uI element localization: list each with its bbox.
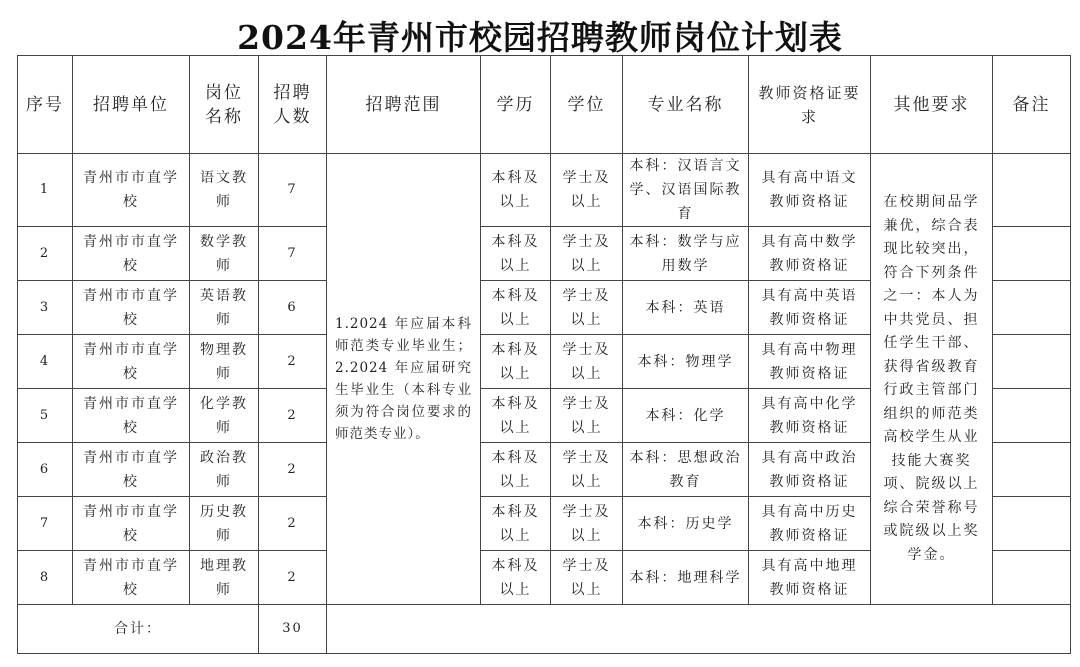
other-requirements: 在校期间品学兼优，综合表现比较突出，符合下列条件之一：本人为中共党员、担任学生干部、获得省级教育行政主管部门组织的师范类高校学生从业技能大赛奖项、院级以上综合荣誉称号或院级以上奖学金。 [871, 154, 993, 605]
recruiting-unit: 青州市市直学校 [73, 227, 190, 281]
header-row [18, 56, 1071, 154]
recruit-count: 2 [259, 497, 327, 551]
recruiting-unit: 青州市市直学校 [73, 389, 190, 443]
header-cell: 招聘范围 [327, 56, 481, 154]
major-name: 本科：历史学 [623, 497, 749, 551]
remarks [993, 227, 1071, 281]
recruitment-table [17, 55, 1071, 654]
row-number: 1 [18, 154, 73, 227]
recruiting-unit: 青州市市直学校 [73, 154, 190, 227]
major-name: 本科：数学与应用数学 [623, 227, 749, 281]
degree: 学士及以上 [551, 389, 623, 443]
education: 本科及以上 [481, 551, 551, 605]
education: 本科及以上 [481, 281, 551, 335]
remarks [993, 443, 1071, 497]
header-cell: 备注 [993, 56, 1071, 154]
post-name: 政治教师 [190, 443, 259, 497]
post-name: 地理教师 [190, 551, 259, 605]
row-number: 3 [18, 281, 73, 335]
header-cell: 岗位名称 [190, 56, 259, 154]
major-name: 本科：物理学 [623, 335, 749, 389]
post-name: 化学教师 [190, 389, 259, 443]
education: 本科及以上 [481, 335, 551, 389]
recruitment-scope: 1.2024 年应届本科师范类专业毕业生；2.2024 年应届研究生毕业生（本科专业须为符合岗位要求的师范类专业）。 [327, 154, 481, 605]
teacher-certificate: 具有高中地理教师资格证 [749, 551, 871, 605]
degree: 学士及以上 [551, 227, 623, 281]
recruiting-unit: 青州市市直学校 [73, 335, 190, 389]
remarks [993, 335, 1071, 389]
total-count: 30 [259, 605, 327, 654]
recruit-count: 2 [259, 335, 327, 389]
header-cell: 其他要求 [871, 56, 993, 154]
education: 本科及以上 [481, 227, 551, 281]
major-name: 本科：思想政治教育 [623, 443, 749, 497]
total-label: 合计： [18, 605, 259, 654]
row-number: 2 [18, 227, 73, 281]
degree: 学士及以上 [551, 335, 623, 389]
teacher-certificate: 具有高中物理教师资格证 [749, 335, 871, 389]
header-cell: 学历 [481, 56, 551, 154]
recruiting-unit: 青州市市直学校 [73, 551, 190, 605]
recruiting-unit: 青州市市直学校 [73, 497, 190, 551]
row-number: 7 [18, 497, 73, 551]
teacher-certificate: 具有高中政治教师资格证 [749, 443, 871, 497]
row-number: 8 [18, 551, 73, 605]
education: 本科及以上 [481, 443, 551, 497]
recruiting-unit: 青州市市直学校 [73, 443, 190, 497]
remarks [993, 389, 1071, 443]
header-cell: 招聘单位 [73, 56, 190, 154]
header-cell: 专业名称 [623, 56, 749, 154]
education: 本科及以上 [481, 497, 551, 551]
teacher-certificate: 具有高中语文教师资格证 [749, 154, 871, 227]
degree: 学士及以上 [551, 154, 623, 227]
recruit-count: 2 [259, 389, 327, 443]
degree: 学士及以上 [551, 551, 623, 605]
major-name: 本科：地理科学 [623, 551, 749, 605]
remarks [993, 551, 1071, 605]
education: 本科及以上 [481, 154, 551, 227]
degree: 学士及以上 [551, 497, 623, 551]
table-row [18, 154, 1071, 227]
major-name: 本科：汉语言文学、汉语国际教育 [623, 154, 749, 227]
post-name: 历史教师 [190, 497, 259, 551]
degree: 学士及以上 [551, 281, 623, 335]
major-name: 本科：化学 [623, 389, 749, 443]
remarks [993, 497, 1071, 551]
row-number: 4 [18, 335, 73, 389]
remarks [993, 281, 1071, 335]
header-cell: 学位 [551, 56, 623, 154]
recruit-count: 7 [259, 227, 327, 281]
recruit-count: 6 [259, 281, 327, 335]
education: 本科及以上 [481, 389, 551, 443]
recruiting-unit: 青州市市直学校 [73, 281, 190, 335]
degree: 学士及以上 [551, 443, 623, 497]
major-name: 本科：英语 [623, 281, 749, 335]
teacher-certificate: 具有高中英语教师资格证 [749, 281, 871, 335]
header-cell: 招聘人数 [259, 56, 327, 154]
row-number: 5 [18, 389, 73, 443]
header-cell: 序号 [18, 56, 73, 154]
post-name: 物理教师 [190, 335, 259, 389]
post-name: 语文教师 [190, 154, 259, 227]
row-number: 6 [18, 443, 73, 497]
teacher-certificate: 具有高中化学教师资格证 [749, 389, 871, 443]
post-name: 英语教师 [190, 281, 259, 335]
total-blank [327, 605, 1071, 654]
teacher-certificate: 具有高中历史教师资格证 [749, 497, 871, 551]
page-title: 2024年青州市校园招聘教师岗位计划表 [237, 18, 843, 57]
recruit-count: 2 [259, 443, 327, 497]
recruit-count: 7 [259, 154, 327, 227]
remarks [993, 154, 1071, 227]
post-name: 数学教师 [190, 227, 259, 281]
total-row [18, 605, 1071, 654]
teacher-certificate: 具有高中数学教师资格证 [749, 227, 871, 281]
recruit-count: 2 [259, 551, 327, 605]
header-cell: 教师资格证要求 [749, 56, 871, 154]
